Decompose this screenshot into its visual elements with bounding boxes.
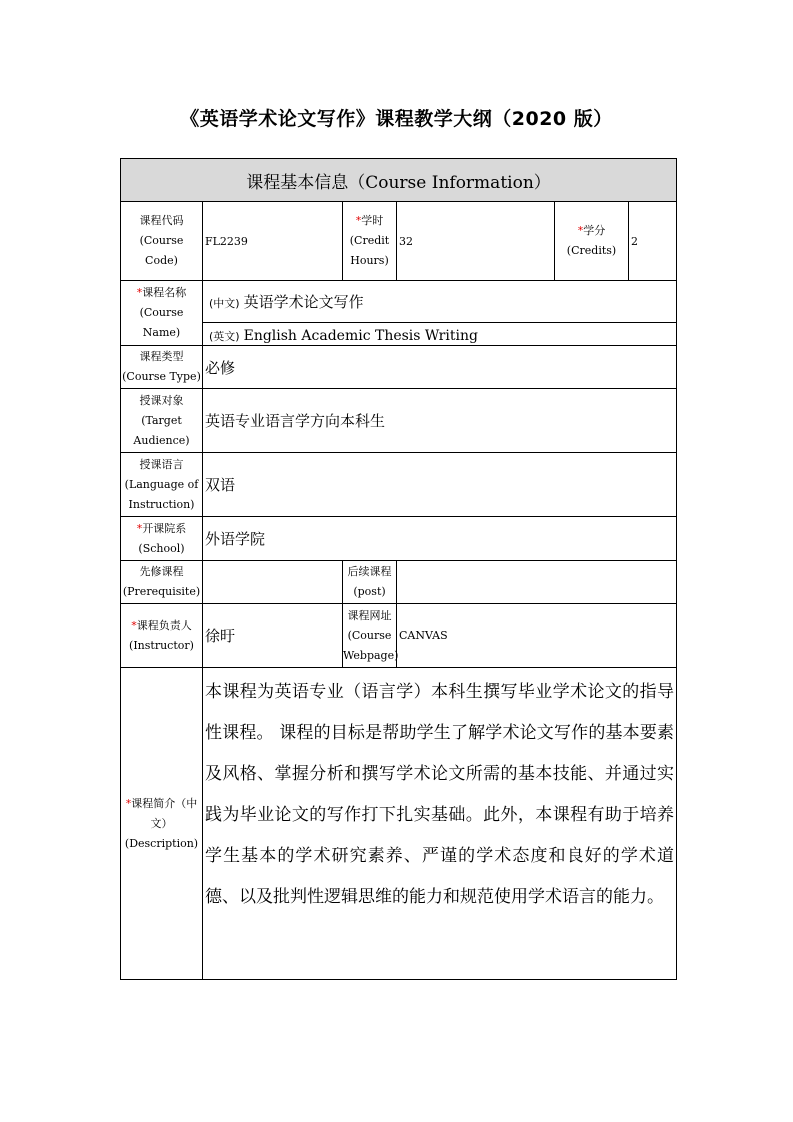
post-course-value bbox=[397, 561, 677, 604]
table-row-prereq bbox=[121, 561, 677, 604]
prerequisite-label: 先修课程 (Prerequisite) bbox=[121, 561, 203, 604]
post-course-label: 后续课程 (post) bbox=[343, 561, 397, 604]
course-name-label: *课程名称 (Course Name) bbox=[121, 281, 203, 346]
description-label: *课程简介（中文） (Description) bbox=[121, 668, 203, 980]
school-value: 外语学院 bbox=[203, 517, 677, 561]
target-audience-label: 授课对象 (Target Audience) bbox=[121, 389, 203, 453]
credits-value: 2 bbox=[629, 202, 677, 281]
description-value: 本课程为英语专业（语言学）本科生撰写毕业学术论文的指导性课程。 课程的目标是帮助学生了解学术论文写作的基本要素及风格、掌握分析和撰写学术论文所需的基本技能、并通过实践为毕业论文的写作打下扎实基础。此外，本课程有助于培养学生基本的学术研究素养、严谨的学术态度和良好的学术道德、以及批判性逻辑思维的能力和规范使用学术语言的能力。 bbox=[203, 668, 677, 980]
course-code-value: FL2239 bbox=[203, 202, 343, 281]
table-row-instructor bbox=[121, 604, 677, 668]
credit-hours-label: *学时 (Credit Hours) bbox=[343, 202, 397, 281]
course-name-en: (英文) English Academic Thesis Writing bbox=[203, 323, 677, 346]
table-row-audience bbox=[121, 389, 677, 453]
course-name-zh: (中文) 英语学术论文写作 bbox=[203, 281, 677, 323]
table-row-description bbox=[121, 668, 677, 980]
course-info-table bbox=[120, 158, 677, 980]
webpage-label: 课程网址 (Course Webpage) bbox=[343, 604, 397, 668]
credit-hours-value: 32 bbox=[397, 202, 555, 281]
course-type-label: 课程类型 (Course Type) bbox=[121, 346, 203, 389]
document-title: 《英语学术论文写作》课程教学大纲（2020 版） bbox=[180, 108, 613, 130]
language-label: 授课语言 (Language of Instruction) bbox=[121, 453, 203, 517]
course-type-value: 必修 bbox=[203, 346, 677, 389]
school-label: *开课院系 (School) bbox=[121, 517, 203, 561]
table-row-name-en bbox=[121, 323, 677, 346]
table-row-type bbox=[121, 346, 677, 389]
instructor-value: 徐旴 bbox=[203, 604, 343, 668]
target-audience-value: 英语专业语言学方向本科生 bbox=[203, 389, 677, 453]
language-value: 双语 bbox=[203, 453, 677, 517]
table-row-name-zh bbox=[121, 281, 677, 323]
course-code-label: 课程代码 (Course Code) bbox=[121, 202, 203, 281]
prerequisite-value bbox=[203, 561, 343, 604]
table-row-code bbox=[121, 202, 677, 281]
credits-label: *学分 (Credits) bbox=[555, 202, 629, 281]
instructor-label: *课程负责人 (Instructor) bbox=[121, 604, 203, 668]
webpage-value: CANVAS bbox=[397, 604, 677, 668]
table-header: 课程基本信息（Course Information） bbox=[121, 159, 677, 202]
table-row-language bbox=[121, 453, 677, 517]
table-row-school bbox=[121, 517, 677, 561]
